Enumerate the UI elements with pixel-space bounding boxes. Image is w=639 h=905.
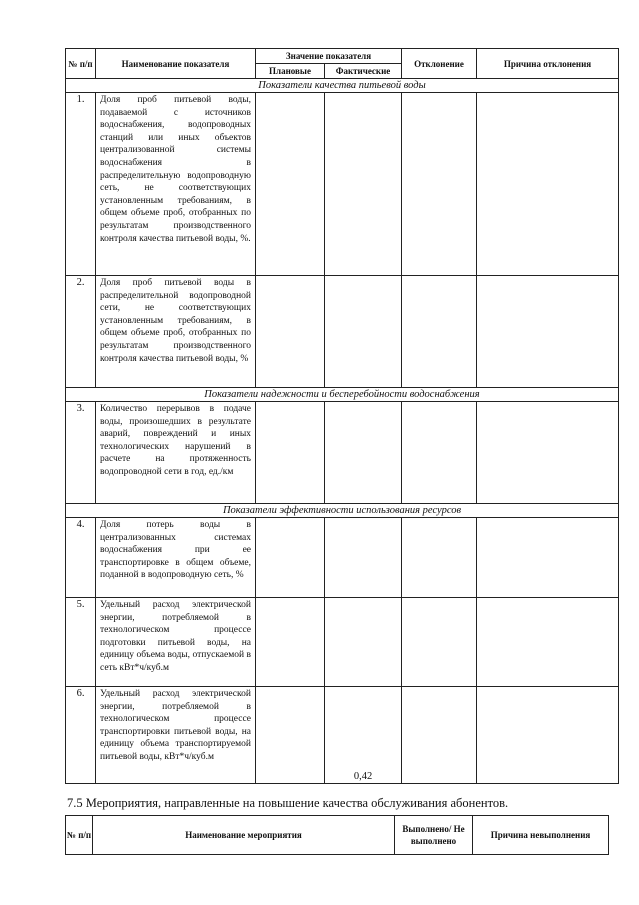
- section-heading: 7.5 Мероприятия, направленные на повышение качества обслуживания абонентов.: [67, 796, 509, 810]
- col-reason-header: Причина отклонения: [477, 49, 619, 79]
- deviation-reason: [477, 276, 619, 388]
- deviation-reason: [477, 93, 619, 276]
- measures-done-header: Выполнено/ Не выполнено: [395, 816, 473, 855]
- deviation-reason: [477, 518, 619, 598]
- actual-value: [325, 598, 402, 687]
- deviation-value: [402, 276, 477, 388]
- indicator-name: Удельный расход электрической энергии, потребляемой в технологическом процессе транспортировки питьевой воды, на единицу объема транспортируемой питьевой воды, кВт*ч/куб.м: [96, 687, 256, 784]
- indicator-name: Количество перерывов в подаче воды, произошедших в результате аварий, повреждений и иных технологических нарушений в расчете на протяженность водопроводной сети в год, ед./км: [96, 402, 256, 504]
- deviation-value: [402, 93, 477, 276]
- deviation-reason: [477, 402, 619, 504]
- col-value-group-header: Значение показателя: [256, 49, 402, 64]
- table-row: [66, 598, 619, 687]
- deviation-value: [402, 687, 477, 784]
- row-number: 2.: [66, 276, 96, 388]
- actual-value: [325, 402, 402, 504]
- col-deviation-header: Отклонение: [402, 49, 477, 79]
- deviation-reason: [477, 687, 619, 784]
- indicators-table: [65, 48, 619, 784]
- actual-value: [325, 518, 402, 598]
- measures-reason-header: Причина невыполнения: [473, 816, 609, 855]
- section-row: [66, 388, 619, 402]
- indicator-name: Доля проб питьевой воды в распределительной водопроводной сети, не соответствующих установленным требованиям, в общем объеме проб, отобранных по результатам производственного контроля качества питьевой воды, %: [96, 276, 256, 388]
- planned-value: [256, 402, 325, 504]
- deviation-value: [402, 518, 477, 598]
- section-title: Показатели надежности и бесперебойности водоснабжения: [66, 388, 619, 402]
- row-number: 6.: [66, 687, 96, 784]
- planned-value: [256, 518, 325, 598]
- actual-value: [325, 276, 402, 388]
- row-number: 1.: [66, 93, 96, 276]
- measures-num-header: № п/п: [66, 816, 93, 855]
- indicator-name: Удельный расход электрической энергии, потребляемой в технологическом процессе подготовки питьевой воды, на единицу объема воды, отпускаемой в сеть кВт*ч/куб.м: [96, 598, 256, 687]
- col-name-header: Наименование показателя: [96, 49, 256, 79]
- row-number: 4.: [66, 518, 96, 598]
- deviation-value: [402, 402, 477, 504]
- table-row: [66, 93, 619, 276]
- indicator-name: Доля потерь воды в централизованных системах водоснабжения при ее транспортировке в общем объеме, поданной в водопроводную сеть, %: [96, 518, 256, 598]
- table-row: [66, 687, 619, 784]
- planned-value: [256, 93, 325, 276]
- actual-value: 0,42: [325, 687, 402, 784]
- section-row: [66, 79, 619, 93]
- table-row: [66, 518, 619, 598]
- planned-value: [256, 276, 325, 388]
- row-number: 5.: [66, 598, 96, 687]
- indicator-name: Доля проб питьевой воды, подаваемой с источников водоснабжения, водопроводных станций или иных объектов централизованной системы водоснабжения в распределительную водопроводную сеть, не соответствующих установленным требованиям, в общем объеме проб, отобранных по результатам производственного контроля качества питьевой воды, %.: [96, 93, 256, 276]
- measures-table: [65, 815, 609, 855]
- measures-name-header: Наименование мероприятия: [93, 816, 395, 855]
- col-actual-header: Фактические: [325, 64, 402, 79]
- section-title: Показатели эффективности использования ресурсов: [66, 504, 619, 518]
- table-row: [66, 276, 619, 388]
- deviation-value: [402, 598, 477, 687]
- table-row: [66, 402, 619, 504]
- row-number: 3.: [66, 402, 96, 504]
- section-title: Показатели качества питьевой воды: [66, 79, 619, 93]
- section-row: [66, 504, 619, 518]
- actual-value: [325, 93, 402, 276]
- col-planned-header: Плановые: [256, 64, 325, 79]
- col-num-header: № п/п: [66, 49, 96, 79]
- deviation-reason: [477, 598, 619, 687]
- planned-value: [256, 687, 325, 784]
- planned-value: [256, 598, 325, 687]
